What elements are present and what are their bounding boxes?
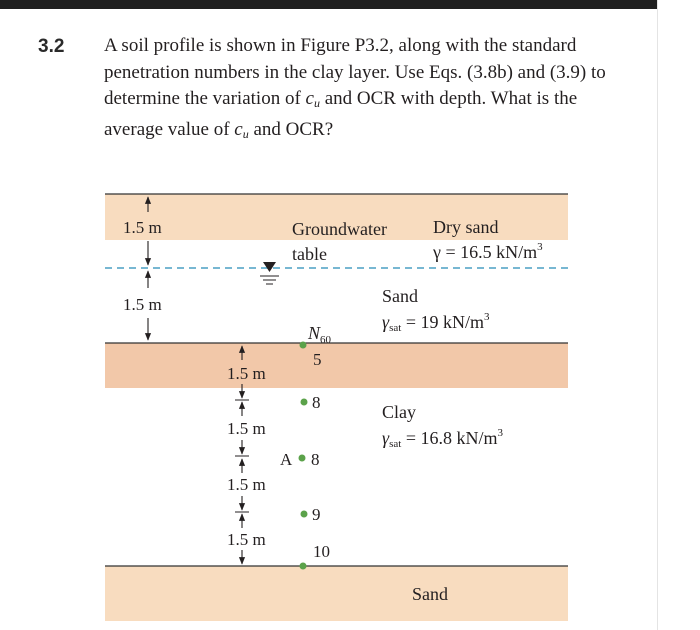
- dim-label-clay-3: 1.5 m: [227, 475, 266, 494]
- problem-number: 3.2: [38, 36, 65, 57]
- spt-value-4: 9: [312, 505, 321, 524]
- spt-dot-5: [300, 563, 307, 570]
- spt-value-1: 5: [313, 350, 322, 369]
- point-a-label: A: [280, 450, 293, 469]
- clay-gamma: γsat = 16.8 $kN/m^3$: [382, 427, 503, 450]
- dim-label-sand: 1.5 m: [123, 295, 162, 314]
- cu-subscript: u: [313, 96, 320, 110]
- table-label: table: [292, 244, 327, 264]
- bottom-sand-layer: [105, 566, 568, 621]
- dim-label-clay-1: 1.5 m: [227, 364, 266, 383]
- bottom-sand-label: Sand: [412, 584, 448, 604]
- n60-label: $N_{60}$: [308, 323, 332, 346]
- groundwater-label: Groundwater: [292, 219, 387, 239]
- spt-value-5: 10: [313, 542, 330, 561]
- statement-part-1: A soil profile is shown in Figure P3.2, along with the standard penetration numbers in the clay layer. Use Eqs. (3.8b) and (3.9) to determine the variation of: [104, 35, 606, 109]
- statement-part-3: and OCR?: [248, 118, 334, 140]
- dim-label-clay-2: 1.5 m: [227, 419, 266, 438]
- water-table-symbol: [260, 262, 279, 284]
- spt-value-2: 8: [312, 393, 321, 412]
- statement-part-2: and OCR with depth. What is the average value of: [104, 88, 578, 140]
- spt-value-3: 8: [311, 450, 320, 469]
- spt-dot-2: [301, 399, 308, 406]
- dim-label-clay-4: 1.5 m: [227, 530, 266, 549]
- dry-sand-gamma: γ = 16.5 $kN/m^3$: [433, 241, 543, 262]
- cu-symbol-2: c: [234, 118, 243, 140]
- spt-dot-3: [299, 455, 306, 462]
- sand-gamma: γsat = 19 $kN/m^3$: [382, 311, 490, 334]
- cu-symbol: c: [305, 88, 314, 109]
- cu-subscript-2: u: [242, 126, 249, 141]
- dim-label-dry-sand: 1.5 m: [123, 218, 162, 237]
- spt-dot-4: [301, 511, 308, 518]
- spt-dot-1: [300, 342, 307, 349]
- dry-sand-label: Dry sand: [433, 217, 499, 237]
- clay-layer: [105, 343, 568, 388]
- clay-label: Clay: [382, 402, 416, 422]
- sand-label: Sand: [382, 286, 418, 306]
